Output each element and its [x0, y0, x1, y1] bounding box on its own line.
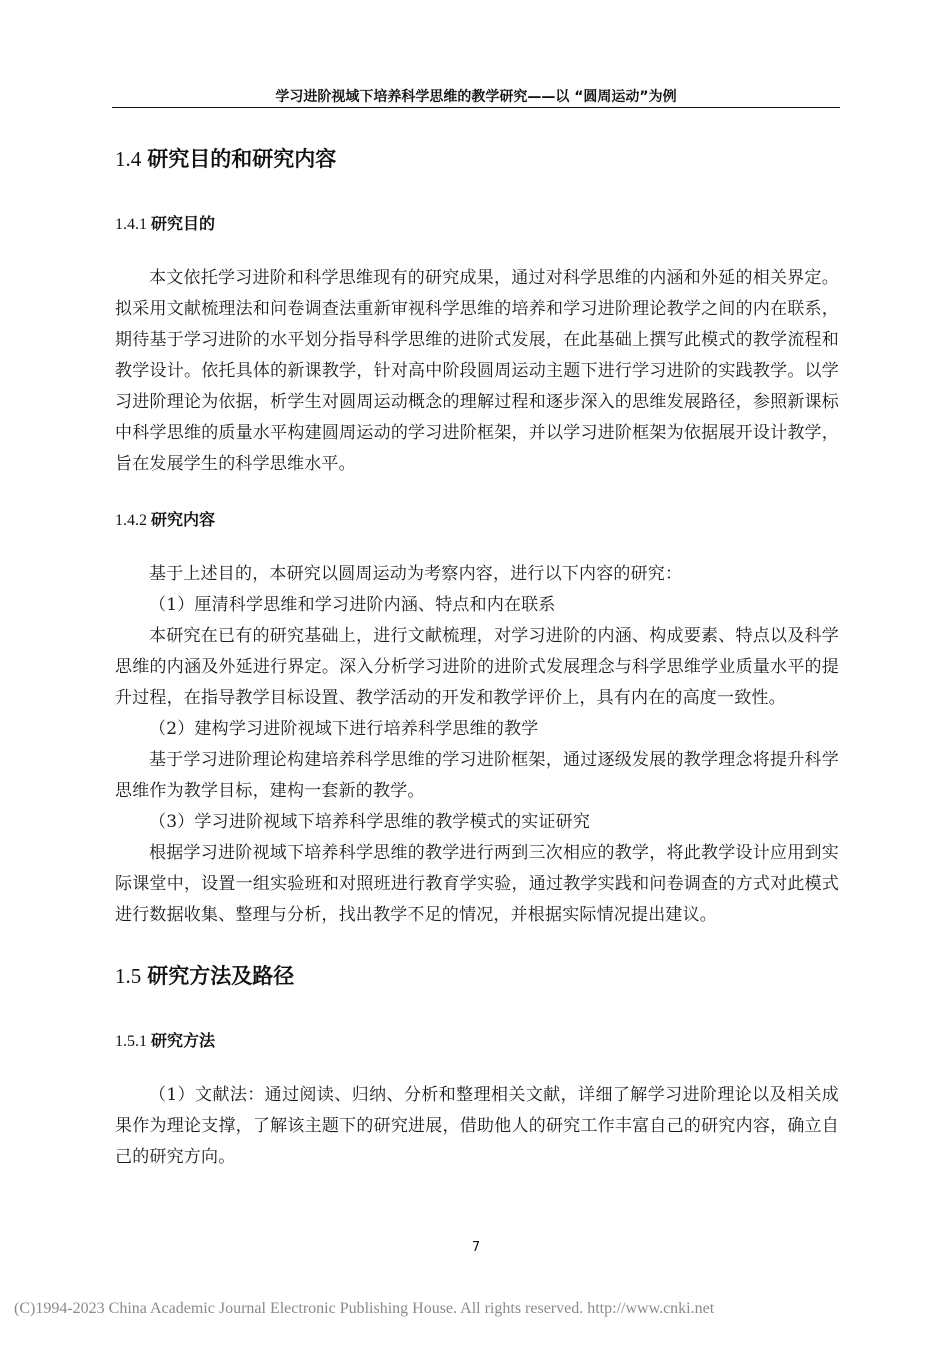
- subsection-number: 1.4.1: [115, 216, 147, 233]
- paragraph-item-3: 根据学习进阶视域下培养科学思维的教学进行两到三次相应的教学，将此教学设计应用到实际课堂中，设置一组实验班和对照班进行教育学实验，通过教学实践和问卷调查的方式对此模式进行数据收集、整理与分析，找出教学不足的情况，并根据实际情况提出建议。: [115, 843, 839, 925]
- section-number: 1.5: [115, 964, 142, 988]
- list-item-2-heading: （2）建构学习进阶视域下进行培养科学思维的教学: [149, 719, 539, 739]
- subsection-heading-1-5-1: [115, 1029, 839, 1054]
- paragraph-research-purpose: 本文依托学习进阶和科学思维现有的研究成果，通过对科学思维的内涵和外延的相关界定。拟采用文献梳理法和问卷调查法重新审视科学思维的培养和学习进阶理论教学之间的内在联系，期待基于学习进阶的水平划分指导科学思维的进阶式发展，在此基础上撰写此模式的教学流程和教学设计。依托具体的新课教学，针对高中阶段圆周运动主题下进行学习进阶的实践教学。以学习进阶理论为依据，析学生对圆周运动概念的理解过程和逐步深入的思维发展路径，参照新课标中科学思维的质量水平构建圆周运动的学习进阶框架，并以学习进阶框架为依据展开设计教学，旨在发展学生的科学思维水平。: [115, 268, 839, 474]
- header-rule: [112, 107, 840, 108]
- section-heading-1-4: [115, 144, 839, 174]
- paragraph-literature-method: （1）文献法：通过阅读、归纳、分析和整理相关文献，详细了解学习进阶理论以及相关成果作为理论支撑，了解该主题下的研究进展，借助他人的研究工作丰富自己的研究内容，确立自己的研究方向。: [115, 1085, 839, 1167]
- subsection-title: 研究方法: [151, 1031, 216, 1050]
- subsection-title: 研究内容: [151, 510, 216, 529]
- subsection-number: 1.5.1: [115, 1033, 147, 1050]
- subsection-heading-1-4-2: [115, 508, 839, 533]
- list-item-1-heading: （1）厘清科学思维和学习进阶内涵、特点和内在联系: [149, 595, 556, 615]
- subsection-heading-1-4-1: [115, 212, 839, 237]
- section-heading-1-5: [115, 961, 839, 991]
- main-content: [115, 144, 839, 1173]
- running-header: 学习进阶视域下培养科学思维的教学研究——以 “圆周运动”为例: [275, 89, 677, 105]
- subsection-number: 1.4.2: [115, 512, 147, 529]
- paragraph-item-1: 本研究在已有的研究基础上，进行文献梳理，对学习进阶的内涵、构成要素、特点以及科学思维的内涵及外延进行界定。深入分析学习进阶的进阶式发展理念与科学思维学业质量水平的提升过程，在指导教学目标设置、教学活动的开发和教学评价上，具有内在的高度一致性。: [115, 626, 839, 708]
- section-number: 1.4: [115, 147, 142, 171]
- section-title: 研究方法及路径: [147, 964, 295, 988]
- subsection-title: 研究目的: [151, 214, 216, 233]
- paragraph-item-2: 基于学习进阶理论构建培养科学思维的学习进阶框架，通过逐级发展的教学理念将提升科学思维作为教学目标，建构一套新的教学。: [115, 750, 839, 801]
- list-item-3-heading: （3）学习进阶视域下培养科学思维的教学模式的实证研究: [149, 812, 591, 832]
- paragraph-content-intro: 基于上述目的，本研究以圆周运动为考察内容，进行以下内容的研究：: [149, 564, 683, 584]
- copyright-notice: (C)1994-2023 China Academic Journal Electronic Publishing House. All rights reserved. http://www.cnki.net: [14, 1300, 715, 1317]
- section-title: 研究目的和研究内容: [147, 147, 337, 171]
- page-number: 7: [471, 1240, 481, 1255]
